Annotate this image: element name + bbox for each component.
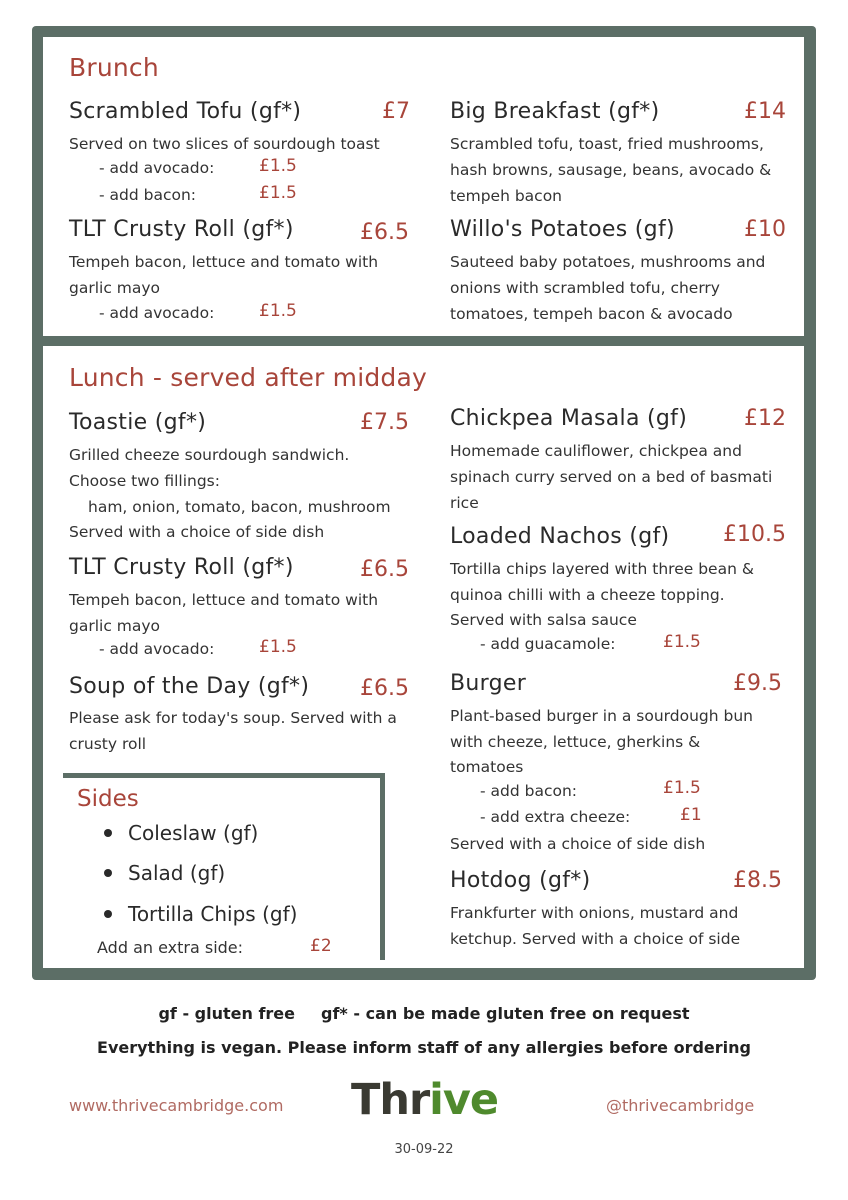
item-desc: Tempeh bacon, lettuce and tomato with [69,591,379,609]
item-desc: hash browns, sausage, beans, avocado & [450,161,772,179]
addon-price: £1 [680,805,702,825]
extra-side-price: £2 [310,936,332,956]
addon-price: £1.5 [663,778,701,798]
item-desc: garlic mayo [69,279,161,297]
item-desc: tempeh bacon [450,187,563,205]
addon-label: - add bacon: [99,186,197,204]
item-desc: with cheeze, lettuce, gherkins & [450,733,701,751]
item-name-burger: Burger [450,671,527,696]
gf-star-note: gf* - can be made gluten free on request [321,1004,690,1023]
side-item-label: Tortilla Chips (gf) [128,902,298,926]
bullet-icon [104,829,112,837]
social-handle[interactable]: @thrivecambridge [606,1096,755,1115]
bullet-icon [104,910,112,918]
lunch-title: Lunch - served after midday [69,363,427,392]
brunch-title: Brunch [69,53,159,82]
item-name-toastie: Toastie (gf*) [69,410,207,435]
item-desc: spinach curry served on a bed of basmati [450,468,773,486]
item-name-chickpea-masala: Chickpea Masala (gf) [450,406,688,431]
vegan-note: Everything is vegan. Please inform staff of any allergies before ordering [97,1038,751,1057]
item-desc: tomatoes, tempeh bacon & avocado [450,305,733,323]
item-name-big-breakfast: Big Breakfast (gf*) [450,99,660,124]
addon-label: - add guacamole: [480,635,616,653]
item-desc: quinoa chilli with a cheeze topping. [450,586,725,604]
item-name-hotdog: Hotdog (gf*) [450,868,591,893]
addon-label: - add avocado: [99,304,215,322]
served-with-side: Served with a choice of side dish [450,835,706,853]
gluten-free-legend [0,1004,848,1023]
item-name-tlt-crusty-roll-lunch: TLT Crusty Roll (gf*) [69,555,294,580]
item-price-willos-potatoes: £10 [744,217,786,242]
item-price-big-breakfast: £14 [744,99,786,124]
item-desc: garlic mayo [69,617,161,635]
item-desc: Sauteed baby potatoes, mushrooms and [450,253,766,271]
item-desc: ketchup. Served with a choice of side [450,930,741,948]
thrive-logo: Thrive [351,1075,499,1125]
side-item-label: Salad (gf) [128,861,226,885]
item-name-scrambled-tofu: Scrambled Tofu (gf*) [69,99,302,124]
side-item [104,821,258,845]
item-desc: Please ask for today's soup. Served with a [69,709,397,727]
menu-date: 30-09-22 [394,1142,454,1157]
item-name-tlt-crusty-roll: TLT Crusty Roll (gf*) [69,217,294,242]
item-price-hotdog: £8.5 [733,868,782,893]
website-link[interactable]: www.thrivecambridge.com [69,1096,284,1115]
item-desc: Frankfurter with onions, mustard and [450,904,739,922]
item-desc: Tempeh bacon, lettuce and tomato with [69,253,379,271]
item-price-burger: £9.5 [733,671,782,696]
item-desc: rice [450,494,479,512]
item-desc: Scrambled tofu, toast, fried mushrooms, [450,135,764,153]
addon-price: £1.5 [663,632,701,652]
item-desc: Homemade cauliflower, chickpea and [450,442,742,460]
item-desc: crusty roll [69,735,147,753]
gf-note: gf - gluten free [158,1004,296,1023]
item-desc: Served with salsa sauce [450,611,637,629]
item-price-scrambled-tofu: £7 [382,99,410,124]
item-name-soup-of-the-day: Soup of the Day (gf*) [69,674,310,699]
item-name-loaded-nachos: Loaded Nachos (gf) [450,524,670,549]
extra-side-label: Add an extra side: [97,938,244,957]
sides-title: Sides [77,786,139,812]
item-price-loaded-nachos: £10.5 [723,522,786,547]
side-item [104,861,225,885]
addon-price: £1.5 [259,183,297,203]
item-desc: Choose two fillings: [69,472,220,490]
side-item-label: Coleslaw (gf) [128,821,259,845]
side-item [104,902,297,926]
item-price-tlt-crusty-roll: £6.5 [360,220,409,245]
addon-price: £1.5 [259,156,297,176]
item-desc: Grilled cheeze sourdough sandwich. [69,446,350,464]
item-desc: Served on two slices of sourdough toast [69,135,380,153]
item-desc: Plant-based burger in a sourdough bun [450,707,753,725]
toastie-fillings: ham, onion, tomato, bacon, mushroom [88,498,391,516]
addon-label: - add avocado: [99,159,215,177]
item-name-willos-potatoes: Willo's Potatoes (gf) [450,217,675,242]
item-desc: onions with scrambled tofu, cherry [450,279,720,297]
item-price-soup-of-the-day: £6.5 [360,676,409,701]
item-desc: Tortilla chips layered with three bean & [450,560,754,578]
item-price-chickpea-masala: £12 [744,406,786,431]
item-price-toastie: £7.5 [360,410,409,435]
item-desc: tomatoes [450,758,524,776]
addon-label: - add avocado: [99,640,215,658]
bullet-icon [104,869,112,877]
served-with-side: Served with a choice of side dish [69,523,325,541]
item-price-tlt-crusty-roll-lunch: £6.5 [360,557,409,582]
addon-label: - add bacon: [480,782,578,800]
addon-price: £1.5 [259,637,297,657]
addon-label: - add extra cheeze: [480,808,631,826]
addon-price: £1.5 [259,301,297,321]
